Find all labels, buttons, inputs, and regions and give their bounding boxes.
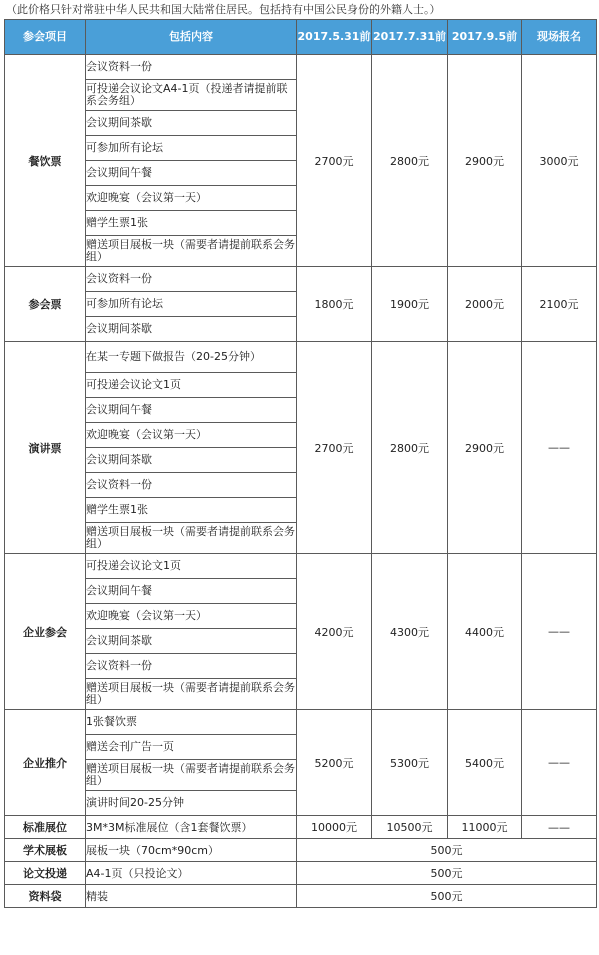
content-item: 会议资料一份 [86,654,297,679]
header-onsite: 现场报名 [522,20,597,55]
price-cell-2: 2900元 [448,55,522,267]
content-item: 欢迎晚宴（会议第一天） [86,604,297,629]
price-cell-2: 5400元 [448,710,522,816]
content-item: 会议期间茶歇 [86,629,297,654]
content-item: 可投递会议论文1页 [86,373,297,398]
price-cell-3: —— [522,816,597,839]
price-cell-2: 4400元 [448,554,522,710]
category-cell: 企业参会 [5,554,86,710]
category-cell: 资料袋 [5,885,86,908]
content-item: 可投递会议论文A4-1页（投递者请提前联系会务组） [86,80,297,111]
content-item: 会议资料一份 [86,55,297,80]
content-item: 会议资料一份 [86,267,297,292]
content-item: 会议期间茶歇 [86,111,297,136]
price-cell-2: 2000元 [448,267,522,342]
table-header-row [5,20,597,55]
header-project: 参会项目 [5,20,86,55]
content-item: 会议期间午餐 [86,579,297,604]
price-cell-0: 1800元 [297,267,372,342]
content-item: 展板一块（70cm*90cm） [86,839,297,862]
price-cell-0: 2700元 [297,342,372,554]
content-item: 在某一专题下做报告（20-25分钟） [86,342,297,373]
content-item: 可参加所有论坛 [86,136,297,161]
price-cell-1: 2800元 [372,55,448,267]
category-cell: 标准展位 [5,816,86,839]
header-early-3: 2017.9.5前 [448,20,522,55]
content-item: 赠送项目展板一块（需要者请提前联系会务组） [86,236,297,267]
pricing-table [4,19,597,908]
price-cell: 500元 [297,839,597,862]
content-item: 会议期间午餐 [86,161,297,186]
price-cell: 500元 [297,885,597,908]
price-cell-1: 5300元 [372,710,448,816]
price-cell-0: 10000元 [297,816,372,839]
content-item: 会议资料一份 [86,473,297,498]
header-early-2: 2017.7.31前 [372,20,448,55]
content-item: 赠送会刊广告一页 [86,735,297,760]
category-cell: 论文投递 [5,862,86,885]
content-item: 赠送项目展板一块（需要者请提前联系会务组） [86,679,297,710]
table-row [5,839,597,862]
content-item: A4-1页（只投论文） [86,862,297,885]
price-cell-2: 11000元 [448,816,522,839]
category-cell: 学术展板 [5,839,86,862]
price-cell-3: —— [522,342,597,554]
price-cell-2: 2900元 [448,342,522,554]
content-item: 可参加所有论坛 [86,292,297,317]
table-row [5,862,597,885]
table-row [5,885,597,908]
table-row [5,342,597,373]
content-item: 欢迎晚宴（会议第一天） [86,423,297,448]
table-row [5,267,597,292]
price-cell-3: 2100元 [522,267,597,342]
content-item: 演讲时间20-25分钟 [86,791,297,816]
content-item: 会议期间午餐 [86,398,297,423]
table-row [5,55,597,80]
table-body [5,55,597,908]
price-cell-1: 1900元 [372,267,448,342]
price-cell-3: —— [522,710,597,816]
content-item: 会议期间茶歇 [86,448,297,473]
price-cell-0: 5200元 [297,710,372,816]
content-item: 1张餐饮票 [86,710,297,735]
price-cell-3: 3000元 [522,55,597,267]
header-content: 包括内容 [86,20,297,55]
price-note: （此价格只针对常驻中华人民共和国大陆常住居民。包括持有中国公民身份的外籍人士。） [6,3,441,16]
content-item: 赠送项目展板一块（需要者请提前联系会务组） [86,760,297,791]
content-item: 赠学生票1张 [86,211,297,236]
content-item: 3M*3M标准展位（含1套餐饮票） [86,816,297,839]
price-cell-3: —— [522,554,597,710]
table-row [5,816,597,839]
price-cell: 500元 [297,862,597,885]
price-cell-0: 4200元 [297,554,372,710]
category-cell: 演讲票 [5,342,86,554]
content-item: 欢迎晚宴（会议第一天） [86,186,297,211]
content-item: 赠送项目展板一块（需要者请提前联系会务组） [86,523,297,554]
price-cell-0: 2700元 [297,55,372,267]
table-row [5,710,597,735]
price-cell-1: 2800元 [372,342,448,554]
header-early-1: 2017.5.31前 [297,20,372,55]
price-cell-1: 4300元 [372,554,448,710]
category-cell: 餐饮票 [5,55,86,267]
price-cell-1: 10500元 [372,816,448,839]
content-item: 赠学生票1张 [86,498,297,523]
category-cell: 企业推介 [5,710,86,816]
table-row [5,554,597,579]
content-item: 精装 [86,885,297,908]
category-cell: 参会票 [5,267,86,342]
content-item: 可投递会议论文1页 [86,554,297,579]
content-item: 会议期间茶歇 [86,317,297,342]
